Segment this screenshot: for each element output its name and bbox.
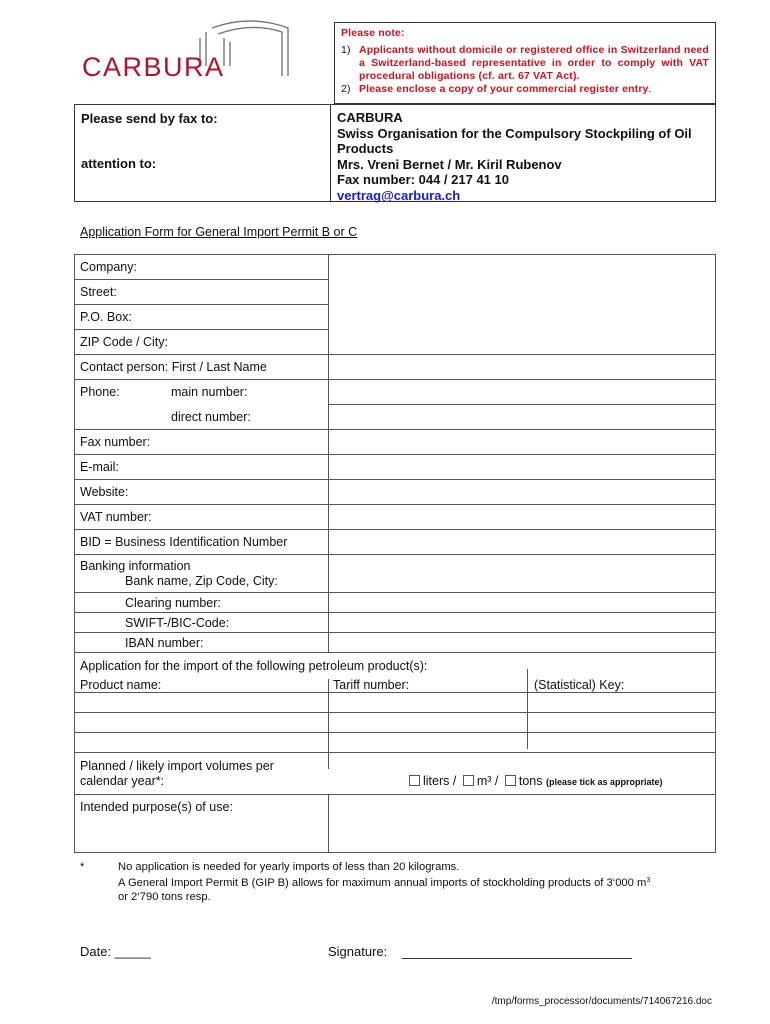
recipient-contacts: Mrs. Vreni Bernet / Mr. Kiril Rubenov xyxy=(337,156,562,172)
row-line xyxy=(74,379,716,380)
note-item-2 xyxy=(341,83,709,96)
street-label: Street: xyxy=(80,285,117,299)
products-intro-label: Application for the import of the following petroleum product(s): xyxy=(80,659,428,673)
m3-label: m³ / xyxy=(476,774,499,788)
signature-line[interactable] xyxy=(402,958,632,959)
row-line xyxy=(74,354,716,355)
send-box-divider xyxy=(330,105,331,201)
row-line xyxy=(74,329,328,330)
row-line xyxy=(328,404,716,405)
recipient-org-full: Swiss Organisation for the Compulsory Stockpiling of Oil Products xyxy=(337,125,692,156)
row-line xyxy=(74,304,328,305)
logo-wordmark: CARBURA xyxy=(82,52,225,82)
recipient-org: CARBURA xyxy=(337,110,403,125)
note-item-text-main: Please enclose a copy of your commercial register entry xyxy=(359,83,649,95)
recipient-fax: Fax number: 044 / 217 41 10 xyxy=(337,172,509,187)
application-form-table xyxy=(74,254,716,854)
iban-label: IBAN number: xyxy=(125,636,204,650)
m3-checkbox[interactable] xyxy=(463,775,474,786)
tick-note: (please tick as appropriate) xyxy=(545,777,663,787)
footnote-line2-text: A General Import Permit B (GIP B) allows for maximum annual imports of stockholding products of 3‘000 m xyxy=(118,877,647,889)
row-line xyxy=(74,429,716,430)
bid-label: BID = Business Identification Number xyxy=(80,535,288,549)
volumes-label-line1: Planned / likely import volumes per xyxy=(80,759,274,773)
footnote-body xyxy=(118,860,650,904)
phone-label: Phone: xyxy=(80,385,120,399)
liters-label: liters / xyxy=(423,774,457,788)
volumes-label-line2: calendar year*: xyxy=(80,774,165,788)
file-path: /tmp/forms_processor/documents/714067216.doc xyxy=(491,996,712,1007)
po-box-label: P.O. Box: xyxy=(80,310,132,324)
row-line xyxy=(74,752,716,753)
bank-name-label: Bank name, Zip Code, City: xyxy=(125,574,278,588)
table-border-left xyxy=(74,254,75,852)
note-item-number: 2) xyxy=(341,83,351,95)
direct-number-label: direct number: xyxy=(171,410,251,424)
date-field[interactable]: Date: _____ xyxy=(80,944,151,959)
row-line xyxy=(74,712,716,713)
carbura-logo-graphic xyxy=(80,18,295,84)
row-line xyxy=(74,592,716,593)
footnote-star: * xyxy=(80,861,85,873)
row-line xyxy=(74,652,716,653)
row-line xyxy=(74,612,716,613)
clearing-label: Clearing number: xyxy=(125,596,221,610)
fax-number-label: Fax number: xyxy=(80,435,151,449)
zip-city-label: ZIP Code / City: xyxy=(80,335,168,349)
note-item-number: 1) xyxy=(341,44,351,56)
tons-label: tons xyxy=(518,774,543,788)
website-label: Website: xyxy=(80,485,129,499)
note-item-1 xyxy=(341,44,709,83)
row-line xyxy=(74,794,716,795)
tariff-number-header: Tariff number: xyxy=(333,678,410,692)
footnote-line2 xyxy=(118,874,650,890)
row-line xyxy=(74,504,716,505)
recipient-email-link[interactable]: vertrag@carbura.ch xyxy=(337,187,461,203)
contact-person-label: Contact person: First / Last Name xyxy=(80,360,267,374)
column-divider-key xyxy=(527,669,528,749)
note-item-suffix: . xyxy=(648,83,652,95)
tons-checkbox[interactable] xyxy=(505,775,516,786)
table-border-top xyxy=(74,254,716,255)
main-number-label: main number: xyxy=(171,385,248,399)
form-title: Application Form for General Import Permit B or C xyxy=(80,225,358,239)
signature-label: Signature: xyxy=(328,944,388,959)
product-name-header: Product name: xyxy=(80,678,162,692)
liters-checkbox[interactable] xyxy=(409,775,420,786)
footnote-line1: No application is needed for yearly imports of less than 20 kilograms. xyxy=(118,861,460,873)
row-line xyxy=(74,732,716,733)
row-line xyxy=(74,554,716,555)
footnote-sup: 3 xyxy=(646,877,651,884)
send-fax-box xyxy=(74,104,716,202)
column-divider-purpose xyxy=(328,794,329,852)
fax-to-label: Please send by fax to: xyxy=(81,111,218,126)
attention-label: attention to: xyxy=(81,156,157,171)
table-border-bottom xyxy=(74,852,716,853)
email-label: E-mail: xyxy=(80,460,119,474)
swift-label: SWIFT-/BIC-Code: xyxy=(125,616,230,630)
carbura-logo xyxy=(80,18,295,84)
recipient-block xyxy=(337,110,712,203)
note-box xyxy=(334,22,716,104)
note-item-text: Applicants without domicile or registered office in Switzerland need a Switzerland-based representative in order to comply with VAT procedural obligations (cf. art. 67 VAT Act). xyxy=(359,44,709,82)
vat-number-label: VAT number: xyxy=(80,510,152,524)
stat-key-header: (Statistical) Key: xyxy=(534,678,625,692)
row-line xyxy=(74,529,716,530)
company-label: Company: xyxy=(80,260,137,274)
footnote-line3: or 2‘790 tons resp. xyxy=(118,891,211,903)
table-border-right xyxy=(715,254,716,852)
note-header: Please note: xyxy=(341,27,405,39)
row-line xyxy=(74,479,716,480)
purpose-label: Intended purpose(s) of use: xyxy=(80,800,233,814)
unit-options xyxy=(409,774,663,788)
row-line xyxy=(74,632,716,633)
row-line xyxy=(74,454,716,455)
row-line xyxy=(74,692,716,693)
banking-label: Banking information xyxy=(80,559,191,573)
note-item-text xyxy=(359,83,652,96)
row-line xyxy=(74,279,328,280)
